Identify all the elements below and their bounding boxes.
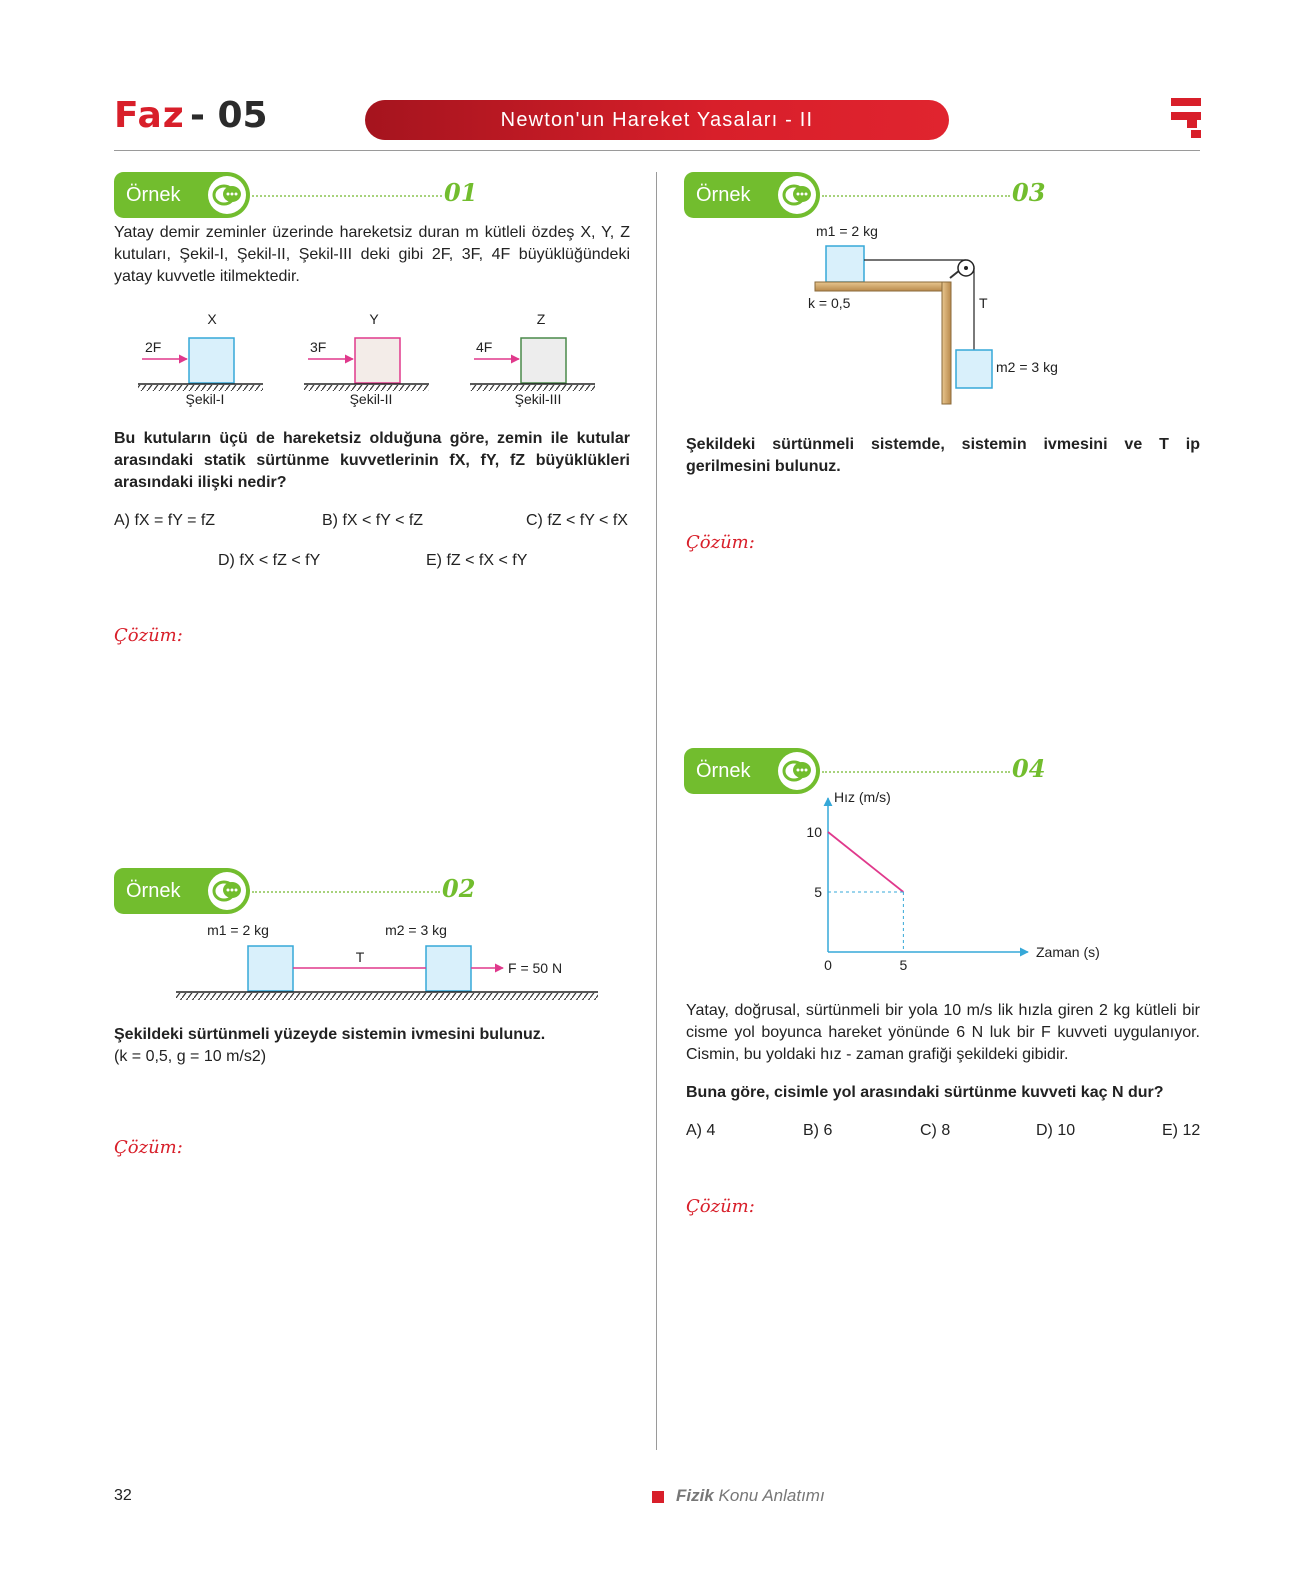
m2-label: m2 = 3 kg (996, 359, 1058, 375)
series-line (828, 832, 903, 892)
box-z (521, 338, 566, 383)
q4-text: Yatay, doğrusal, sürtünmeli bir yola 10 m/s lik hızla giren 2 kg kütleli bir cisme yol boyunca hareket yönünde 6 N luk bir F kuvveti uygulanıyor. Cismin, bu yoldaki hız - zaman grafiği şekildeki gibidir. (686, 1002, 1200, 1063)
q2-figure (170, 918, 600, 1003)
unit-number: - 05 (190, 95, 268, 136)
y-tick-label: 5 (814, 884, 822, 900)
q1-question: Bu kutuların üçü de hareketsiz olduğuna göre, zemin ile kutular arasındaki statik sürtünme kuvvetlerinin fX, fY, fZ büyüklükleri arasındaki ilişki nedir? (114, 430, 630, 491)
chat-bubbles-icon (208, 872, 246, 910)
chat-bubbles-icon (208, 176, 246, 214)
table-leg (942, 282, 951, 404)
footer-brand-bold: Fizik (676, 1486, 714, 1505)
q4-option-d[interactable]: D) 10 (1036, 1122, 1076, 1139)
box-x (189, 338, 234, 383)
ornek-label: Örnek (696, 760, 751, 782)
example-number: 03 (1012, 178, 1046, 207)
table-top (815, 282, 951, 291)
column-divider (656, 172, 657, 1450)
example-number: 02 (442, 874, 476, 903)
block-m1 (826, 246, 864, 282)
ornek-label: Örnek (696, 184, 751, 206)
brand-corner-icon (1171, 98, 1201, 140)
footer-square-icon (652, 1491, 664, 1503)
box-x-label: X (207, 311, 217, 327)
example-number: 04 (1012, 754, 1046, 783)
box-y-label: Y (369, 311, 379, 327)
solution-label: Çözüm: (114, 1137, 183, 1158)
chat-bubbles-icon (778, 752, 816, 790)
page-title: Newton'un Hareket Yasaları - II (365, 100, 949, 140)
ornek-badge-04 (684, 748, 820, 794)
example-number: 01 (444, 178, 478, 207)
footer-brand-rest: Konu Anlatımı (713, 1486, 825, 1505)
q1-text: Yatay demir zeminler üzerinde hareketsiz duran m kütleli özdeş X, Y, Z kutuları, Şekil-I, Şekil-II, Şekil-III deki gibi 2F, 3F, 4F büyüklüğündeki yatay kuvvetle itilmektedir. (114, 224, 630, 285)
y-tick-label: 10 (806, 824, 822, 840)
ornek-badge-02 (114, 868, 250, 914)
ornek-label: Örnek (126, 880, 181, 902)
q1-option-c[interactable]: C) fZ < fY < fX (526, 512, 628, 529)
ornek-dotted-line (252, 195, 442, 197)
solution-label: Çözüm: (114, 625, 183, 646)
q4-question: Buna göre, cisimle yol arasındaki sürtünme kuvveti kaç N dur? (686, 1084, 1164, 1101)
q4-option-a[interactable]: A) 4 (686, 1122, 716, 1139)
friction-label: k = 0,5 (808, 295, 851, 311)
ornek-dotted-line (252, 891, 440, 893)
q4-option-e[interactable]: E) 12 (1162, 1122, 1201, 1139)
q2-question: Şekildeki sürtünmeli yüzeyde sistemin ivmesini bulunuz. (114, 1026, 546, 1043)
ornek-label: Örnek (126, 184, 181, 206)
q3-pulley-figure (800, 218, 1100, 418)
force-4f-label: 4F (476, 339, 493, 355)
force-3f-label: 3F (310, 339, 327, 355)
footer-brand (676, 1486, 825, 1506)
x-tick-label: 5 (899, 957, 908, 973)
solution-label: Çözüm: (686, 1196, 755, 1217)
ornek-dotted-line (822, 195, 1010, 197)
box-y (355, 338, 400, 383)
block-m2 (956, 350, 992, 388)
x-tick-label: 0 (824, 957, 832, 973)
header-divider (114, 150, 1200, 151)
caption-sekil-3: Şekil-III (514, 391, 562, 407)
velocity-time-chart (790, 789, 1100, 996)
block-m1 (248, 946, 293, 991)
q1-figures (130, 310, 630, 420)
m1-label: m1 = 2 kg (816, 223, 878, 239)
q4-option-c[interactable]: C) 8 (920, 1122, 951, 1139)
caption-sekil-2: Şekil-II (349, 391, 393, 407)
q1-option-b[interactable]: B) fX < fY < fZ (322, 512, 424, 529)
block-m2 (426, 946, 471, 991)
q3-question: Şekildeki sürtünmeli sistemde, sistemin ivmesini ve T ip gerilmesini bulunuz. (686, 436, 1200, 475)
faz-logo: Faz (114, 95, 185, 136)
box-z-label: Z (536, 311, 546, 327)
q1-option-e[interactable]: E) fZ < fX < fY (426, 552, 528, 569)
force-2f-label: 2F (145, 339, 162, 355)
x-axis-label: Zaman (s) (1036, 944, 1100, 960)
force-label: F = 50 N (508, 960, 563, 976)
page-number: 32 (114, 1487, 132, 1504)
m2-label: m2 = 3 kg (385, 922, 447, 938)
ornek-badge-03 (684, 172, 820, 218)
tension-label: T (979, 295, 988, 311)
y-axis-label: Hız (m/s) (834, 789, 891, 805)
m1-label: m1 = 2 kg (207, 922, 269, 938)
q1-option-d[interactable]: D) fX < fZ < fY (218, 552, 321, 569)
q2-given: (k = 0,5, g = 10 m/s2) (114, 1048, 267, 1065)
ornek-badge-01 (114, 172, 250, 218)
ground-hatch (176, 993, 598, 1000)
chat-bubbles-icon (778, 176, 816, 214)
caption-sekil-1: Şekil-I (185, 391, 225, 407)
q1-option-a[interactable]: A) fX = fY = fZ (114, 512, 216, 529)
tension-label: T (355, 949, 365, 965)
ornek-dotted-line (822, 771, 1010, 773)
q4-option-b[interactable]: B) 6 (803, 1122, 833, 1139)
solution-label: Çözüm: (686, 532, 755, 553)
